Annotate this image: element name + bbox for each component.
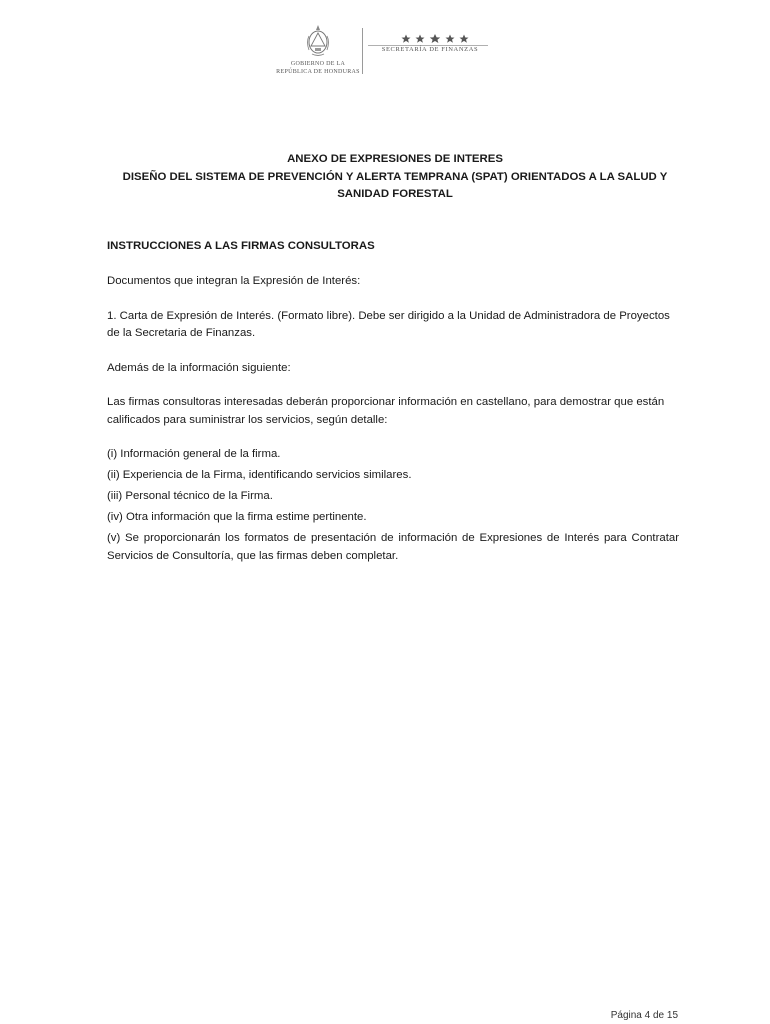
list-item: (iii) Personal técnico de la Firma. xyxy=(107,490,273,502)
item-1-paragraph: 1. Carta de Expresión de Interés. (Formato libre). Debe ser dirigido a la Unidad de Administradora de Proyectos de la Secretaria de Finanzas. xyxy=(107,309,670,339)
list-item: (ii) Experiencia de la Firma, identificando servicios similares. xyxy=(107,469,412,481)
letterhead-divider xyxy=(362,28,363,74)
five-stars-icon xyxy=(400,34,470,43)
secretaria-name: SECRETARÍA DE FINANZAS xyxy=(381,46,479,53)
section-heading: INSTRUCCIONES A LAS FIRMAS CONSULTORAS xyxy=(107,240,375,252)
title-line-2: DISEÑO DEL SISTEMA DE PREVENCIÓN Y ALERTA TEMPRANA (SPAT) ORIENTADOS A LA SALUD Y xyxy=(122,170,668,183)
list-item: (iv) Otra información que la firma estime pertinente. xyxy=(107,511,367,523)
list-item: (i) Información general de la firma. xyxy=(107,448,281,460)
letterhead xyxy=(270,24,500,80)
honduras-coat-of-arms-icon xyxy=(304,24,332,58)
documents-intro: Documentos que integran la Expresión de Interés: xyxy=(107,275,361,287)
list-item: (v) Se proporcionarán los formatos de presentación de información de Expresiones de Interés para Contratar Servicios de Consultoría, que las firmas deben completar. xyxy=(107,532,679,562)
additional-info-paragraph: Además de la información siguiente: xyxy=(107,361,291,374)
title-line-3: SANIDAD FORESTAL xyxy=(337,188,453,200)
page-number: Página 4 de 15 xyxy=(610,1010,678,1021)
firms-paragraph: Las firmas consultoras interesadas deberán proporcionar información en castellano, para demostrar que están calificados para suministrar los servicios, según detalle: xyxy=(107,396,665,426)
title-line-1: ANEXO DE EXPRESIONES DE INTERES xyxy=(287,153,503,165)
government-name-line1: GOBIERNO DE LA xyxy=(290,61,346,67)
document-title xyxy=(100,151,690,204)
government-name-line2: REPÚBLICA DE HONDURAS xyxy=(276,69,360,75)
document-body xyxy=(107,238,679,569)
